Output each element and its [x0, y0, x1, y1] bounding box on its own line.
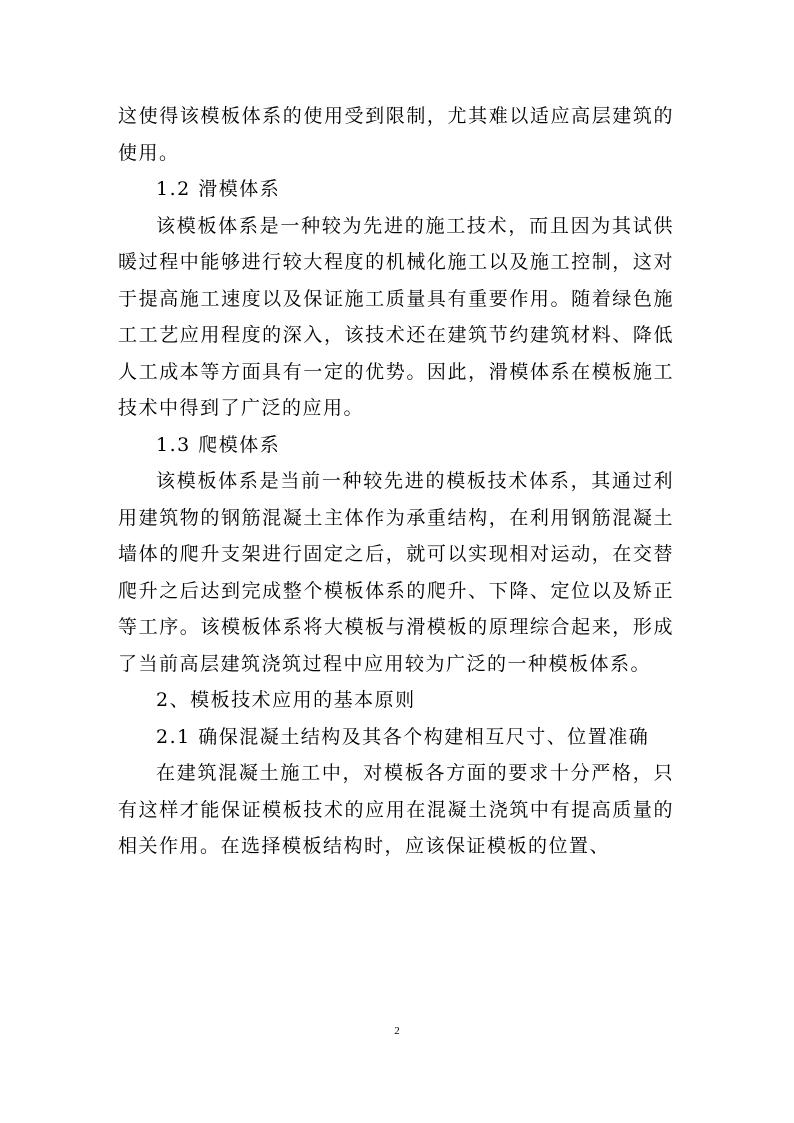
paragraph-continuation: 这使得该模板体系的使用受到限制，尤其难以适应高层建筑的使用。 — [118, 105, 674, 164]
section-heading-1-2: 1.2 滑模体系 — [156, 178, 281, 200]
section-heading-2: 2、模板技术应用的基本原则 — [156, 689, 416, 711]
paragraph-climbform: 该模板体系是当前一种较先进的模板技术体系，其通过利用建筑物的钢筋混凝土主体作为承重结构，在利用钢筋混凝土墙体的爬升支架进行固定之后，就可以实现相对运动，在交替爬升之后达到完成整个模板体系的爬升、下降、定位以及矫正等工序。该模板体系将大模板与滑模板的原理综合起来，形成了当前高层建筑浇筑过程中应用较为广泛的一种模板体系。 — [118, 470, 674, 675]
paragraph-slipform: 该模板体系是一种较为先进的施工技术，而且因为其试供暖过程中能够进行较大程度的机械化施工以及施工控制，这对于提高施工速度以及保证施工质量具有重要作用。随着绿色施工工艺应用程度的深入，该技术还在建筑节约建筑材料、降低人工成本等方面具有一定的优势。因此，滑模体系在模板施工技术中得到了广泛的应用。 — [118, 214, 674, 419]
page-number: 2 — [394, 1025, 400, 1037]
section-heading-2-1: 2.1 确保混凝土结构及其各个构建相互尺寸、位置准确 — [156, 725, 650, 748]
section-heading-1-3: 1.3 爬模体系 — [156, 433, 281, 456]
paragraph-accuracy: 在建筑混凝土施工中，对模板各方面的要求十分严格，只有这样才能保证模板技术的应用在混凝土浇筑中有提高质量的相关作用。在选择模板结构时，应该保证模板的位置、 — [118, 762, 674, 857]
document-body — [118, 98, 674, 865]
